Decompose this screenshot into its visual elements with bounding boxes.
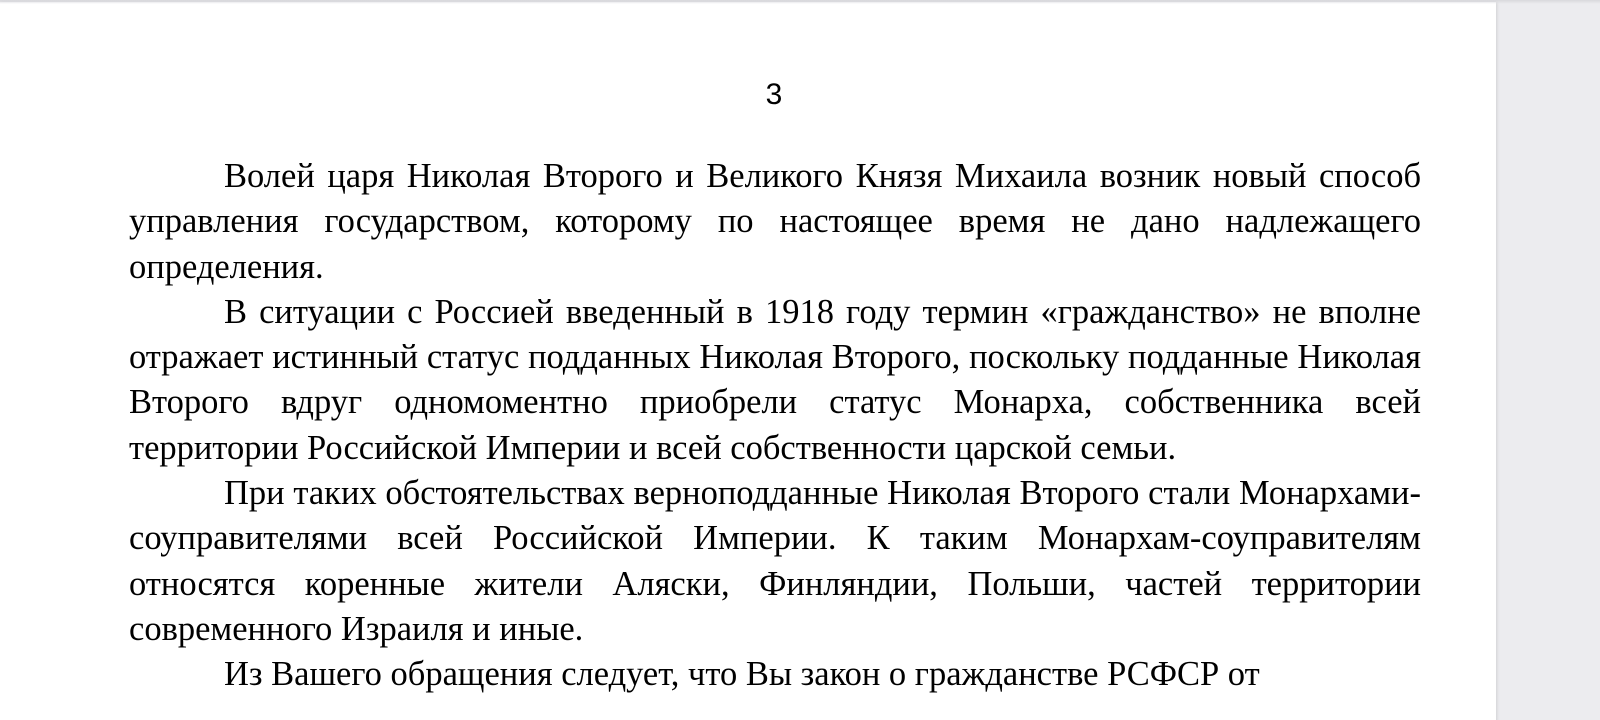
- page-body-text: [129, 154, 1421, 698]
- paragraph-4: Из Вашего обращения следует, что Вы закон о гражданстве РСФСР от: [224, 655, 1260, 694]
- paragraph-2: В ситуации с Россией введенный в 1918 году термин «гражданство» не вполне отражает истинный статус подданных Николая Второго, поскольку подданные Николая Второго вдруг одномоментно приобрели статус Монарха, собственника всей территории Российской Империи и всей собственности царской семьи.: [129, 292, 1421, 467]
- paragraph-3: При таких обстоятельствах верноподданные Николая Второго стали Монархами-соуправителями всей Российской Империи. К таким Монархам-соуправителям относятся коренные жители Аляски, Финляндии, Польши, частей территории современного Израиля и иные.: [129, 474, 1421, 648]
- document-page: [0, 2, 1496, 720]
- paragraph-1: Волей царя Николая Второго и Великого Князя Михаила возник новый способ управления государством, которому по настоящее время не дано надлежащего определения.: [129, 157, 1421, 286]
- toolbar-shadow: [0, 0, 1600, 4]
- page-number: 3: [765, 78, 783, 111]
